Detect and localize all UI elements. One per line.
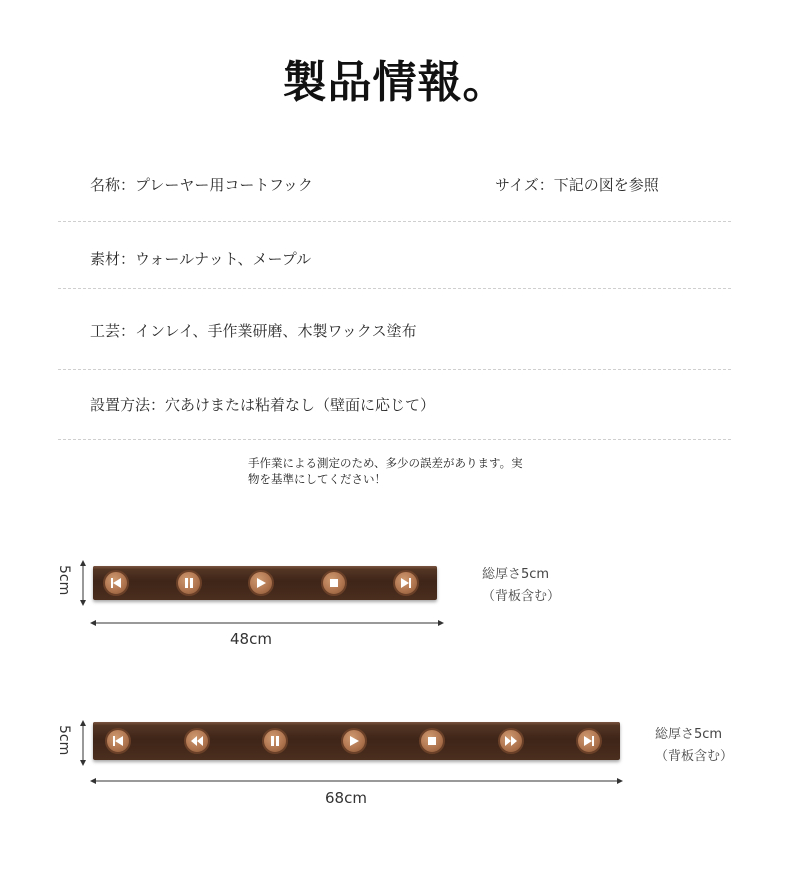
divider	[58, 439, 731, 440]
hook-knob	[103, 570, 129, 596]
page-title: 製品情報。	[282, 57, 508, 108]
spec-install: 設置方法：穴あけまたは粘着なし（壁面に応じて）	[90, 396, 436, 414]
hook-knob	[498, 728, 524, 754]
large-width-arrow	[90, 776, 623, 786]
previous-icon	[111, 734, 125, 748]
spec-craft: 工芸：インレイ、手作業研磨、木製ワックス塗布	[90, 322, 417, 340]
large-thickness	[655, 724, 733, 768]
hook-knob	[105, 728, 131, 754]
spec-size: サイズ：下記の図を参照	[495, 176, 659, 194]
hook-knob	[248, 570, 274, 596]
pause-icon	[268, 734, 282, 748]
large-thickness-line-1: 総厚さ5cm	[655, 727, 723, 742]
small-thickness	[482, 564, 560, 608]
next-icon	[399, 576, 413, 590]
divider	[58, 221, 731, 222]
small-width-label: 48cm	[230, 630, 272, 648]
hook-knob	[262, 728, 288, 754]
stop-icon	[425, 734, 439, 748]
play-icon	[347, 734, 361, 748]
spec-name: 名称：プレーヤー用コートフック	[90, 176, 313, 194]
small-thickness-line-1: 総厚さ5cm	[482, 567, 550, 582]
note-line-1: 手作業による測定のため、多少の誤差があります。実	[248, 456, 523, 470]
small-hook-board	[93, 566, 437, 600]
divider	[58, 288, 731, 289]
small-thickness-line-2: （背板含む）	[482, 589, 561, 604]
spec-material: 素材：ウォールナット、メープル	[90, 250, 312, 268]
hook-knob	[321, 570, 347, 596]
small-height-label: 5cm	[56, 565, 72, 596]
rewind-icon	[190, 734, 204, 748]
large-height-label: 5cm	[56, 725, 72, 756]
pause-icon	[182, 576, 196, 590]
hook-knob	[576, 728, 602, 754]
divider	[58, 369, 731, 370]
hook-knob	[176, 570, 202, 596]
next-icon	[582, 734, 596, 748]
hook-knob	[419, 728, 445, 754]
hook-knob	[341, 728, 367, 754]
large-height-arrow	[78, 720, 88, 766]
small-height-arrow	[78, 560, 88, 606]
previous-icon	[109, 576, 123, 590]
hook-knob	[393, 570, 419, 596]
stop-icon	[327, 576, 341, 590]
fast-forward-icon	[504, 734, 518, 748]
measurement-note	[248, 455, 548, 487]
large-width-label: 68cm	[325, 789, 367, 807]
large-hook-board	[93, 722, 620, 760]
play-icon	[254, 576, 268, 590]
large-thickness-line-2: （背板含む）	[655, 749, 734, 764]
hook-knob	[184, 728, 210, 754]
small-width-arrow	[90, 618, 444, 628]
note-line-2: 物を基準にしてください！	[248, 472, 386, 486]
